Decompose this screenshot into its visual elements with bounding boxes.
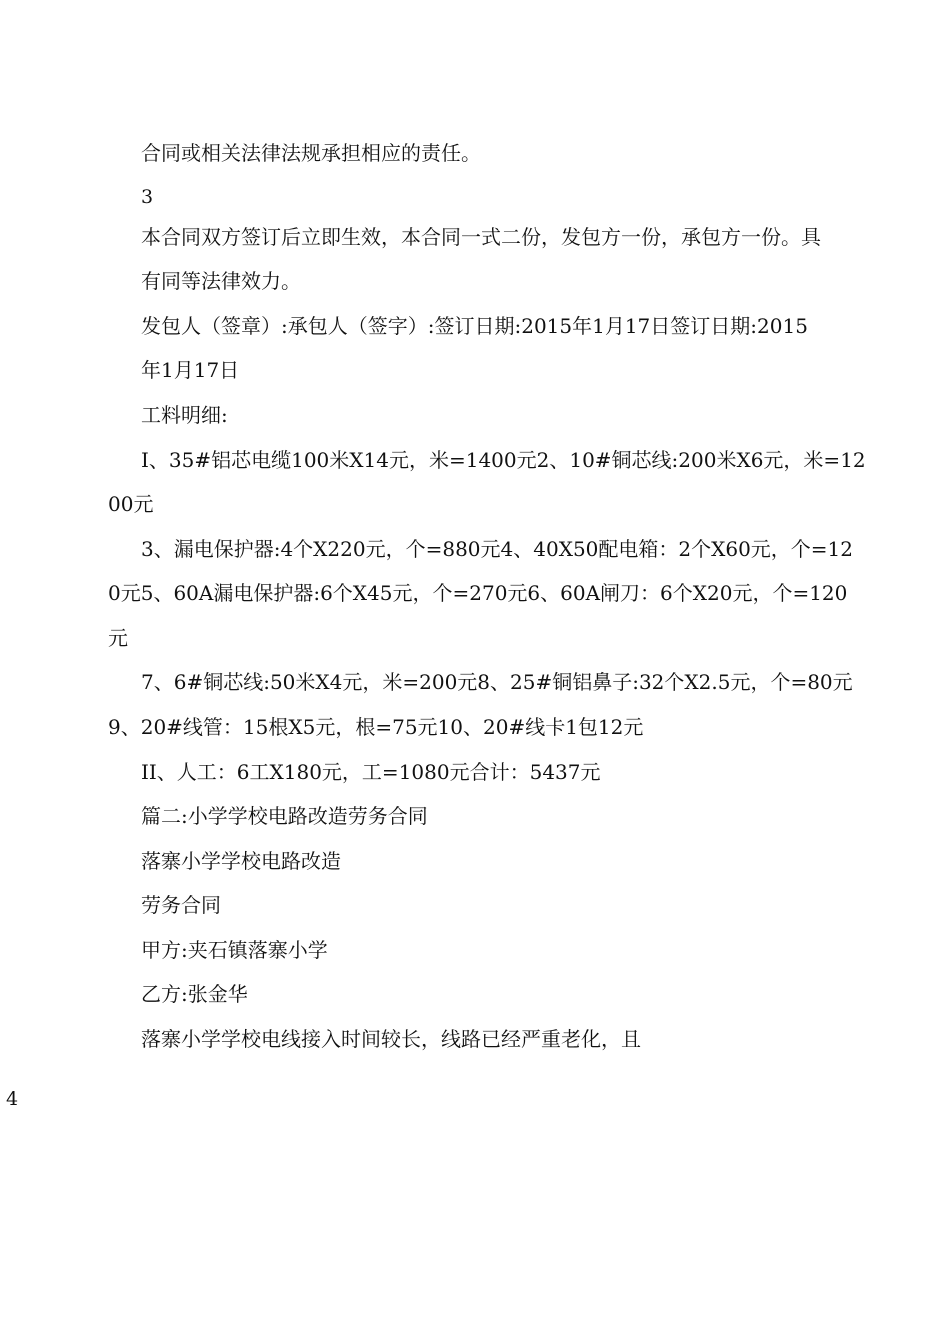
page-number: 4 [6,1088,19,1110]
text-line-16: 篇二:小学学校电路改造劳务合同 [141,804,428,828]
text-line-13: 7、6#铜芯线:50米X4元，米=200元8、25#铜铝鼻子:32个X2.5元，个=80元 [141,670,853,694]
text-line-5: 发包人（签章）:承包人（签字）:签订日期:2015年1月17日签订日期:2015 [141,314,808,338]
text-line-21: 落寨小学学校电线接入时间较长，线路已经严重老化，且 [141,1027,641,1051]
text-line-7: 工料明细: [141,403,228,427]
text-line-1: 合同或相关法律法规承担相应的责任。 [141,141,481,165]
text-line-4: 有同等法律效力。 [141,269,301,293]
text-line-9: 00元 [108,492,154,516]
text-line-3: 本合同双方签订后立即生效，本合同一式二份，发包方一份，承包方一份。具 [141,225,821,249]
section-number: 3 [141,186,154,208]
text-line-14: 9、20#线管：15根X5元，根=75元10、20#线卡1包12元 [108,715,644,739]
text-line-8: I、35#铝芯电缆100米X14元，米=1400元2、10#铜芯线:200米X6元，米=12 [141,448,866,472]
text-line-20: 乙方:张金华 [141,982,248,1006]
text-line-19: 甲方:夹石镇落寨小学 [141,938,328,962]
text-line-18: 劳务合同 [141,893,221,917]
text-line-11: 0元5、60A漏电保护器:6个X45元，个=270元6、60A闸刀：6个X20元，个=120 [108,581,848,605]
text-line-12: 元 [108,626,128,650]
text-line-15: II、人工：6工X180元，工=1080元合计：5437元 [141,760,601,784]
text-line-17: 落寨小学学校电路改造 [141,849,341,873]
text-line-10: 3、漏电保护器:4个X220元，个=880元4、40X50配电箱：2个X60元，个=12 [141,537,854,561]
text-line-6: 年1月17日 [141,358,240,382]
